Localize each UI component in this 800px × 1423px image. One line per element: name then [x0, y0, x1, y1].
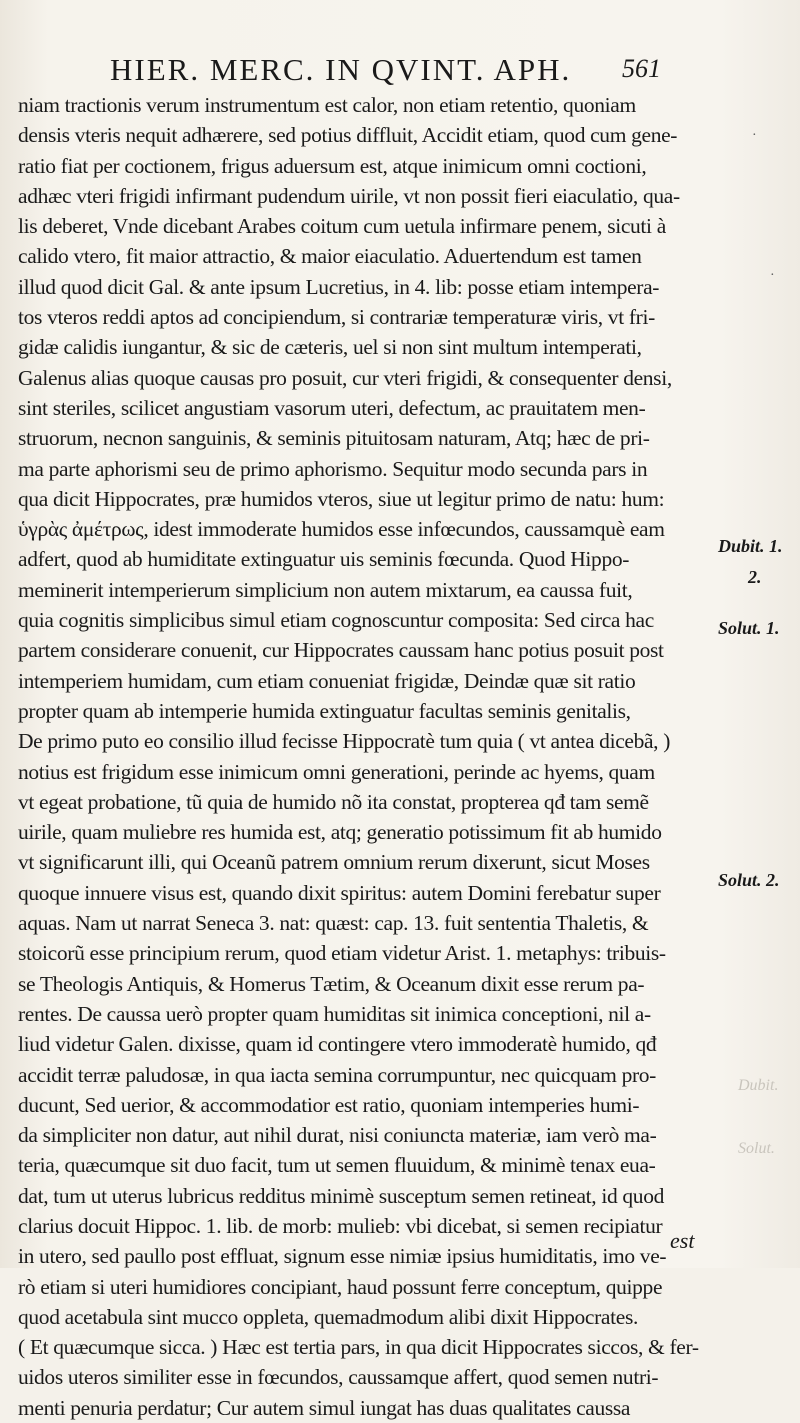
page-number: 561: [622, 54, 661, 83]
text-line: propter quam ab intemperie humida extinguatur facultas seminis genitalis,: [18, 698, 631, 723]
text-line: calido vtero, fit maior attractio, & maior eiaculatio. Aduertendum est tamen: [18, 244, 642, 269]
text-line: clarius docuit Hippoc. 1. lib. de morb: mulieb: vbi dicebat, si semen recipiatur: [18, 1213, 663, 1238]
text-line: partem considerare conuenit, cur Hippocrates caussam hanc potius posuit post: [18, 638, 664, 663]
text-line: lis deberet, Vnde dicebant Arabes coitum cum uetula infirmare penem, sicuti à: [18, 214, 666, 239]
text-line: quoque innuere visus est, quando dixit spiritus: autem Domini ferebatur super: [18, 880, 661, 905]
text-line: teria, quæcumque sit duo facit, tum ut semen fluuidum, & minimè tenax eua-: [18, 1153, 656, 1178]
text-line: in utero, sed paullo post effluat, signum esse nimiæ ipsius humiditatis, imo ve-: [18, 1244, 667, 1269]
running-title: HIER. MERC. IN QVINT. APH.: [110, 52, 572, 87]
text-line: quia cognitis simplicibus simul etiam cognoscuntur composita: Sed circa hac: [18, 608, 654, 633]
text-line: adfert, quod ab humiditate extinguatur uis seminis fœcunda. Quod Hippo-: [18, 547, 630, 572]
text-line: vt egeat probatione, tũ quia de humido nõ ita constat, propterea qđ tam semẽ: [18, 789, 649, 814]
text-line: rentes. De caussa uerò propter quam humiditas sit inimica conceptioni, nil a-: [18, 1001, 651, 1026]
margin-note-ghost-solut: Solut.: [738, 1140, 775, 1157]
text-line: stoicorũ esse principium rerum, quod etiam videtur Arist. 1. metaphys: tribuis-: [18, 941, 666, 966]
margin-note-ghost-dubit: Dubit.: [738, 1077, 779, 1094]
text-line: rò etiam si uteri humidiores concipiant, haud possunt ferre conceptum, quippe: [18, 1274, 663, 1299]
text-line: se Theologis Antiquis, & Homerus Tætim, & Oceanum dixit esse rerum pa-: [18, 971, 645, 996]
text-line: ma parte aphorismi seu de primo aphorismo. Sequitur modo secunda pars in: [18, 456, 648, 481]
text-line: uirile, quam muliebre res humida est, atq; generatio potissimum fit ab humido: [18, 820, 662, 845]
page-header: [110, 50, 710, 90]
text-line: densis vteris nequit adhærere, sed potius diffluit, Accidit etiam, quod cum gene-: [18, 123, 678, 148]
text-line: struorum, necnon sanguinis, & seminis pituitosam naturam, Atq; hæc de pri-: [18, 426, 650, 451]
ink-speck: ·: [752, 128, 757, 143]
text-line: meminerit intemperierum simplicium non autem mixtarum, ea caussa fuit,: [18, 577, 633, 602]
text-line: adhæc vteri frigidi infirmant pudendum uirile, vt non possit fieri eiaculatio, qua-: [18, 183, 680, 208]
margin-note-dubit: Dubit. 1.: [718, 536, 783, 556]
text-line: ( Et quæcumque sicca. ) Hæc est tertia pars, in qua dicit Hippocrates siccos, & fer-: [18, 1335, 699, 1360]
catchword: est: [670, 1228, 695, 1253]
text-line: accidit terræ paludosæ, in qua iacta semina corrumpuntur, nec quicquam pro-: [18, 1062, 656, 1087]
text-line: ὑγρὰς ἀμέτρως, idest immoderate humidos esse infœcundos, caussamquè eam: [18, 517, 665, 542]
text-line: tos vteros reddi aptos ad concipiendum, si contrariæ temperaturæ viris, vt fri-: [18, 305, 655, 330]
text-line: intemperiem humidam, cum etiam conueniat frigidæ, Deindæ quæ sit ratio: [18, 668, 636, 693]
text-line: menti penuria perdatur; Cur autem simul iungat has duas qualitates caussa: [18, 1395, 631, 1420]
text-line: sint steriles, scilicet angustiam vasorum uteri, defectum, ac prauitatem men-: [18, 395, 646, 420]
text-line: Galenus alias quoque causas pro posuit, cur vteri frigidi, & consequenter densi,: [18, 365, 672, 390]
text-line: ratio fiat per coctionem, frigus aduersum est, atque inimicum omni coctioni,: [18, 153, 647, 178]
margin-note-solut-1: Solut. 1.: [718, 618, 780, 638]
ink-speck: ·: [770, 268, 775, 283]
text-line: quod acetabula sint mucco oppleta, quemadmodum alibi dixit Hippocrates.: [18, 1304, 638, 1329]
text-line: gidæ calidis iungantur, & sic de cæteris, uel si non sint multum intemperati,: [18, 335, 642, 360]
text-line: liud videtur Galen. dixisse, quam id contingere vtero immoderatè humido, qđ: [18, 1032, 657, 1057]
margin-note-2: 2.: [748, 567, 762, 587]
margin-note-solut-2: Solut. 2.: [718, 870, 780, 890]
text-line: uidos uteros similiter esse in fœcundos, caussamque affert, quod semen nutri-: [18, 1365, 659, 1390]
text-line: qua dicit Hippocrates, præ humidos vteros, siue ut legitur primo de natu: hum:: [18, 486, 665, 511]
text-line: De primo puto eo consilio illud fecisse Hippocratè tum quia ( vt antea dicebã, ): [18, 729, 671, 754]
text-line: dat, tum ut uterus lubricus redditus minimè susceptum semen retineat, id quod: [18, 1183, 664, 1208]
text-line: da simpliciter non datur, aut nihil durat, nisi coniuncta materiæ, iam verò ma-: [18, 1123, 657, 1148]
text-line: notius est frigidum esse inimicum omni generationi, perinde ac hyems, quam: [18, 759, 655, 784]
text-line: vt significarunt illi, qui Oceanũ patrem omnium rerum dixerunt, sicut Moses: [18, 850, 650, 875]
text-line: ducunt, Sed uerior, & accommodatior est ratio, quoniam intemperies humi-: [18, 1092, 640, 1117]
text-line: niam tractionis verum instrumentum est calor, non etiam retentio, quoniam: [18, 93, 636, 117]
text-line: illud quod dicit Gal. & ante ipsum Lucretius, in 4. lib: posse etiam intempera-: [18, 274, 660, 299]
text-line: aquas. Nam ut narrat Seneca 3. nat: quæst: cap. 13. fuit sententia Thaletis, &: [18, 911, 649, 936]
body-text: [18, 90, 718, 1423]
